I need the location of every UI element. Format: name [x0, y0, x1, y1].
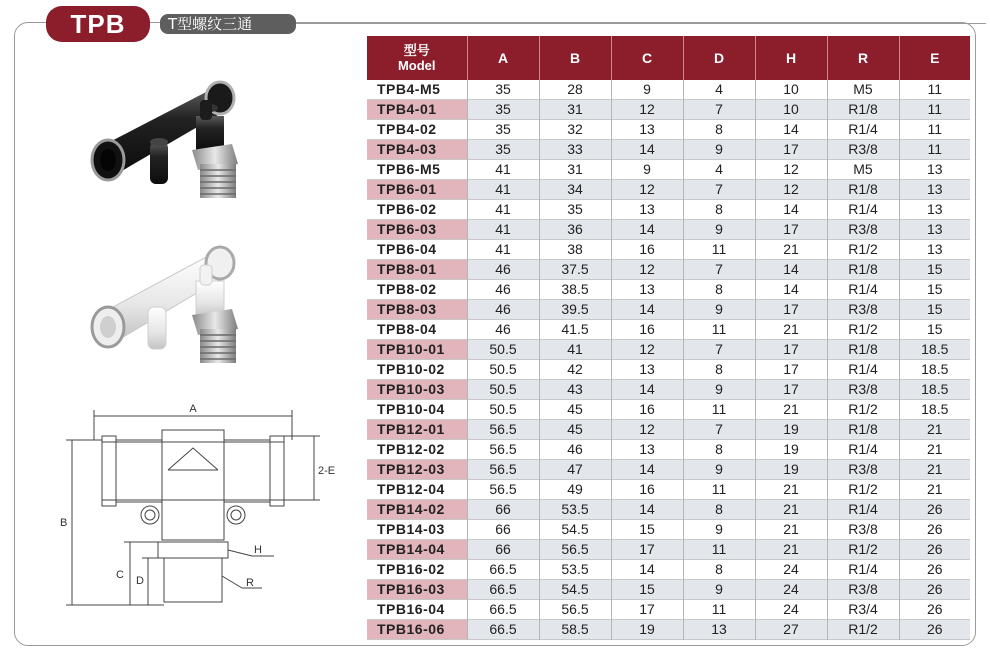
value-cell: 8	[683, 560, 755, 580]
value-cell: 33	[539, 140, 611, 160]
table-row	[367, 320, 970, 340]
value-cell: 54.5	[539, 520, 611, 540]
value-cell: R1/8	[827, 100, 899, 120]
table-row	[367, 420, 970, 440]
value-cell: 15	[926, 281, 943, 297]
value-cell: 66	[467, 540, 539, 560]
value-cell: 66.5	[467, 600, 539, 620]
value-cell: R3/4	[827, 600, 899, 620]
value-cell: 7	[683, 420, 755, 440]
value-cell: 41	[539, 340, 611, 360]
value-cell: M5	[827, 80, 899, 100]
value-cell: 13	[683, 620, 755, 640]
table-row	[367, 280, 970, 300]
model-cell: TPB16-06	[367, 620, 467, 640]
value-cell: 14	[611, 380, 683, 400]
dim-label-e: 2-E	[318, 465, 336, 477]
value-cell: 56.5	[467, 420, 539, 440]
value-cell: 66	[467, 500, 539, 520]
table-row	[367, 80, 970, 100]
value-cell: 46	[467, 300, 539, 320]
value-cell: 46	[539, 440, 611, 460]
col-header-model-en: Model	[397, 58, 436, 73]
value-cell: 66.5	[467, 620, 539, 640]
value-cell: 9	[611, 160, 683, 180]
value-cell: 4	[683, 160, 755, 180]
spec-table-body	[367, 80, 970, 640]
value-cell: 21	[899, 460, 970, 480]
col-header-d: D	[683, 36, 755, 80]
value-cell: 9	[683, 580, 755, 600]
value-cell: 50.5	[467, 340, 539, 360]
value-cell: 66.5	[467, 580, 539, 600]
value-cell: 14	[611, 500, 683, 520]
value-cell: 17	[755, 360, 827, 380]
model-cell: TPB6-02	[367, 200, 467, 220]
table-row	[367, 440, 970, 460]
value-cell: 46	[467, 280, 539, 300]
col-header-model-cn: 型号	[403, 43, 430, 58]
value-cell: R1/2	[827, 540, 899, 560]
value-cell: 16	[611, 240, 683, 260]
dim-label-c: C	[116, 569, 124, 581]
value-cell: 10	[755, 80, 827, 100]
table-row	[367, 340, 970, 360]
value-cell: 26	[899, 580, 970, 600]
value-cell: R1/8	[827, 420, 899, 440]
value-cell: 36	[539, 220, 611, 240]
value-cell: 21	[899, 420, 970, 440]
col-header-model	[367, 36, 467, 80]
value-cell: 12	[611, 420, 683, 440]
value-cell: R3/8	[827, 220, 899, 240]
model-cell: TPB16-04	[367, 600, 467, 620]
dimension-drawing	[52, 400, 362, 610]
col-header-h: H	[755, 36, 827, 80]
value-cell: R1/2	[827, 620, 899, 640]
value-cell: 11	[683, 540, 755, 560]
table-row	[367, 460, 970, 480]
value-cell: 11	[683, 400, 755, 420]
value-cell: 14	[611, 300, 683, 320]
value-cell: 4	[683, 80, 755, 100]
value-cell: R3/8	[827, 300, 899, 320]
value-cell: 13	[611, 440, 683, 460]
value-cell: R1/4	[827, 280, 899, 300]
table-row	[367, 500, 970, 520]
value-cell: 43	[539, 380, 611, 400]
value-cell: 9	[683, 300, 755, 320]
value-cell: 9	[611, 80, 683, 100]
model-cell: TPB4-01	[367, 100, 467, 120]
model-cell: TPB12-01	[367, 420, 467, 440]
table-row	[367, 620, 970, 640]
value-cell: 13	[899, 220, 970, 240]
value-cell: 9	[683, 380, 755, 400]
value-cell: 26	[899, 620, 970, 640]
value-cell: 32	[539, 120, 611, 140]
value-cell: 21	[926, 441, 943, 457]
value-cell: 17	[755, 380, 827, 400]
value-cell: 21	[755, 500, 827, 520]
value-cell: R1/4	[827, 200, 899, 220]
value-cell: 11	[899, 140, 970, 160]
model-cell: TPB6-M5	[367, 160, 467, 180]
value-cell: 12	[611, 100, 683, 120]
table-row	[367, 600, 970, 620]
value-cell: 38	[539, 240, 611, 260]
value-cell: 11	[899, 100, 970, 120]
value-cell: 26	[926, 601, 943, 617]
dim-label-a: A	[189, 403, 197, 415]
col-header-b: B	[539, 36, 611, 80]
value-cell: 8	[683, 200, 755, 220]
table-row	[367, 180, 970, 200]
value-cell: 11	[683, 600, 755, 620]
value-cell: 31	[539, 160, 611, 180]
value-cell: 41	[467, 200, 539, 220]
value-cell: 41.5	[539, 320, 611, 340]
table-header-row	[367, 36, 970, 80]
value-cell: 24	[755, 560, 827, 580]
value-cell: 27	[755, 620, 827, 640]
value-cell: 41	[467, 220, 539, 240]
value-cell: 7	[683, 260, 755, 280]
value-cell: 13	[611, 200, 683, 220]
value-cell: 26	[899, 500, 970, 520]
value-cell: R1/4	[827, 120, 899, 140]
value-cell: R1/4	[827, 500, 899, 520]
header-rule	[296, 23, 986, 24]
value-cell: 66	[467, 520, 539, 540]
series-subtitle: T型螺纹三通	[160, 14, 296, 34]
model-cell: TPB10-03	[367, 380, 467, 400]
model-cell: TPB6-04	[367, 240, 467, 260]
value-cell: 14	[611, 460, 683, 480]
value-cell: 8	[683, 360, 755, 380]
value-cell: 46	[467, 320, 539, 340]
value-cell: 35	[467, 100, 539, 120]
value-cell: R1/4	[827, 560, 899, 580]
value-cell: 11	[927, 81, 943, 97]
value-cell: 35	[467, 80, 539, 100]
value-cell: 14	[755, 260, 827, 280]
value-cell: 8	[683, 500, 755, 520]
model-cell: TPB10-01	[367, 340, 467, 360]
value-cell: 14	[755, 280, 827, 300]
value-cell: 21	[755, 320, 827, 340]
value-cell: R1/2	[827, 320, 899, 340]
value-cell: 26	[926, 521, 943, 537]
value-cell: 9	[683, 520, 755, 540]
value-cell: R1/8	[827, 180, 899, 200]
value-cell: 18.5	[899, 380, 970, 400]
dim-label-h: H	[254, 544, 262, 556]
table-row	[367, 200, 970, 220]
value-cell: 14	[755, 200, 827, 220]
value-cell: 15	[899, 300, 970, 320]
series-badge: TPB	[46, 6, 150, 42]
value-cell: 9	[683, 460, 755, 480]
col-header-c: C	[611, 36, 683, 80]
table-row	[367, 140, 970, 160]
value-cell: 58.5	[539, 620, 611, 640]
spec-table	[367, 36, 970, 640]
value-cell: 41	[467, 240, 539, 260]
value-cell: 18.5	[899, 340, 970, 360]
value-cell: 17	[755, 300, 827, 320]
value-cell: R1/2	[827, 480, 899, 500]
value-cell: 8	[683, 280, 755, 300]
model-cell: TPB8-03	[367, 300, 467, 320]
value-cell: R3/8	[827, 380, 899, 400]
table-row	[367, 560, 970, 580]
value-cell: 34	[539, 180, 611, 200]
model-cell: TPB8-02	[367, 280, 467, 300]
value-cell: 17	[611, 540, 683, 560]
value-cell: 14	[611, 220, 683, 240]
model-cell: TPB6-03	[367, 220, 467, 240]
value-cell: 16	[611, 320, 683, 340]
table-row	[367, 300, 970, 320]
value-cell: 21	[755, 540, 827, 560]
value-cell: 66.5	[467, 560, 539, 580]
value-cell: 21	[755, 240, 827, 260]
model-cell: TPB14-03	[367, 520, 467, 540]
value-cell: 14	[755, 120, 827, 140]
value-cell: 12	[611, 260, 683, 280]
model-cell: TPB12-02	[367, 440, 467, 460]
value-cell: 8	[683, 440, 755, 460]
value-cell: 13	[926, 161, 943, 177]
value-cell: 17	[755, 340, 827, 360]
value-cell: 49	[539, 480, 611, 500]
value-cell: 13	[926, 201, 943, 217]
model-cell: TPB4-02	[367, 120, 467, 140]
value-cell: 41	[467, 180, 539, 200]
value-cell: R1/2	[827, 240, 899, 260]
model-cell: TPB8-01	[367, 260, 467, 280]
model-cell: TPB10-02	[367, 360, 467, 380]
value-cell: 50.5	[467, 380, 539, 400]
value-cell: 35	[467, 120, 539, 140]
value-cell: 12	[755, 180, 827, 200]
value-cell: R1/8	[827, 340, 899, 360]
dim-label-d: D	[136, 575, 144, 587]
value-cell: 53.5	[539, 500, 611, 520]
value-cell: R1/4	[827, 360, 899, 380]
value-cell: 13	[926, 241, 943, 257]
value-cell: 17	[755, 220, 827, 240]
value-cell: 16	[611, 480, 683, 500]
value-cell: 38.5	[539, 280, 611, 300]
col-header-a: A	[467, 36, 539, 80]
value-cell: 7	[683, 340, 755, 360]
model-cell: TPB6-01	[367, 180, 467, 200]
value-cell: 19	[755, 440, 827, 460]
value-cell: 11	[683, 240, 755, 260]
value-cell: 47	[539, 460, 611, 480]
value-cell: R3/8	[827, 460, 899, 480]
value-cell: 56.5	[539, 600, 611, 620]
value-cell: 18.5	[921, 361, 949, 377]
value-cell: 17	[755, 140, 827, 160]
value-cell: 50.5	[467, 360, 539, 380]
value-cell: 13	[611, 360, 683, 380]
model-cell: TPB16-02	[367, 560, 467, 580]
value-cell: 7	[683, 100, 755, 120]
value-cell: 35	[467, 140, 539, 160]
model-cell: TPB10-04	[367, 400, 467, 420]
value-cell: 15	[611, 520, 683, 540]
value-cell: 56.5	[539, 540, 611, 560]
table-row	[367, 360, 970, 380]
value-cell: 26	[926, 561, 943, 577]
value-cell: R3/8	[827, 580, 899, 600]
value-cell: R1/2	[827, 400, 899, 420]
value-cell: 12	[611, 180, 683, 200]
table-row	[367, 580, 970, 600]
table-row	[367, 120, 970, 140]
model-cell: TPB12-04	[367, 480, 467, 500]
value-cell: 7	[683, 180, 755, 200]
value-cell: 24	[755, 580, 827, 600]
value-cell: 31	[539, 100, 611, 120]
value-cell: 39.5	[539, 300, 611, 320]
value-cell: 21	[755, 480, 827, 500]
value-cell: 45	[539, 420, 611, 440]
table-row	[367, 220, 970, 240]
value-cell: R1/4	[827, 440, 899, 460]
value-cell: 11	[683, 320, 755, 340]
dim-label-b: B	[60, 517, 68, 529]
value-cell: 21	[926, 481, 943, 497]
value-cell: 45	[539, 400, 611, 420]
value-cell: 26	[899, 540, 970, 560]
table-row	[367, 100, 970, 120]
value-cell: 13	[611, 280, 683, 300]
value-cell: 19	[611, 620, 683, 640]
table-row	[367, 480, 970, 500]
value-cell: 16	[611, 400, 683, 420]
value-cell: 18.5	[921, 401, 949, 417]
value-cell: 15	[926, 321, 943, 337]
table-row	[367, 160, 970, 180]
value-cell: 12	[611, 340, 683, 360]
value-cell: 11	[927, 121, 943, 137]
value-cell: 9	[683, 220, 755, 240]
value-cell: 13	[611, 120, 683, 140]
value-cell: 35	[539, 200, 611, 220]
value-cell: 21	[755, 520, 827, 540]
white-tee-fitting-image	[80, 225, 290, 375]
value-cell: 12	[755, 160, 827, 180]
table-row	[367, 380, 970, 400]
value-cell: 9	[683, 140, 755, 160]
dim-label-r: R	[246, 577, 254, 589]
value-cell: R3/8	[827, 520, 899, 540]
value-cell: 10	[755, 100, 827, 120]
value-cell: 21	[755, 400, 827, 420]
value-cell: 14	[611, 140, 683, 160]
table-row	[367, 260, 970, 280]
table-row	[367, 520, 970, 540]
value-cell: 53.5	[539, 560, 611, 580]
model-cell: TPB4-M5	[367, 80, 467, 100]
value-cell: R3/8	[827, 140, 899, 160]
table-row	[367, 540, 970, 560]
table-row	[367, 400, 970, 420]
table-row	[367, 240, 970, 260]
value-cell: 54.5	[539, 580, 611, 600]
value-cell: 28	[539, 80, 611, 100]
value-cell: R1/8	[827, 260, 899, 280]
black-tee-fitting-image	[80, 60, 290, 210]
value-cell: 15	[899, 260, 970, 280]
model-cell: TPB14-02	[367, 500, 467, 520]
value-cell: 24	[755, 600, 827, 620]
value-cell: 17	[611, 600, 683, 620]
value-cell: 56.5	[467, 460, 539, 480]
value-cell: 19	[755, 420, 827, 440]
value-cell: 46	[467, 260, 539, 280]
value-cell: M5	[827, 160, 899, 180]
value-cell: 56.5	[467, 480, 539, 500]
model-cell: TPB14-04	[367, 540, 467, 560]
value-cell: 42	[539, 360, 611, 380]
model-cell: TPB8-04	[367, 320, 467, 340]
col-header-e: E	[899, 36, 970, 80]
value-cell: 15	[611, 580, 683, 600]
value-cell: 19	[755, 460, 827, 480]
model-cell: TPB4-03	[367, 140, 467, 160]
value-cell: 8	[683, 120, 755, 140]
value-cell: 50.5	[467, 400, 539, 420]
value-cell: 14	[611, 560, 683, 580]
value-cell: 11	[683, 480, 755, 500]
value-cell: 56.5	[467, 440, 539, 460]
value-cell: 13	[899, 180, 970, 200]
model-cell: TPB16-03	[367, 580, 467, 600]
value-cell: 37.5	[539, 260, 611, 280]
col-header-r: R	[827, 36, 899, 80]
model-cell: TPB12-03	[367, 460, 467, 480]
value-cell: 41	[467, 160, 539, 180]
